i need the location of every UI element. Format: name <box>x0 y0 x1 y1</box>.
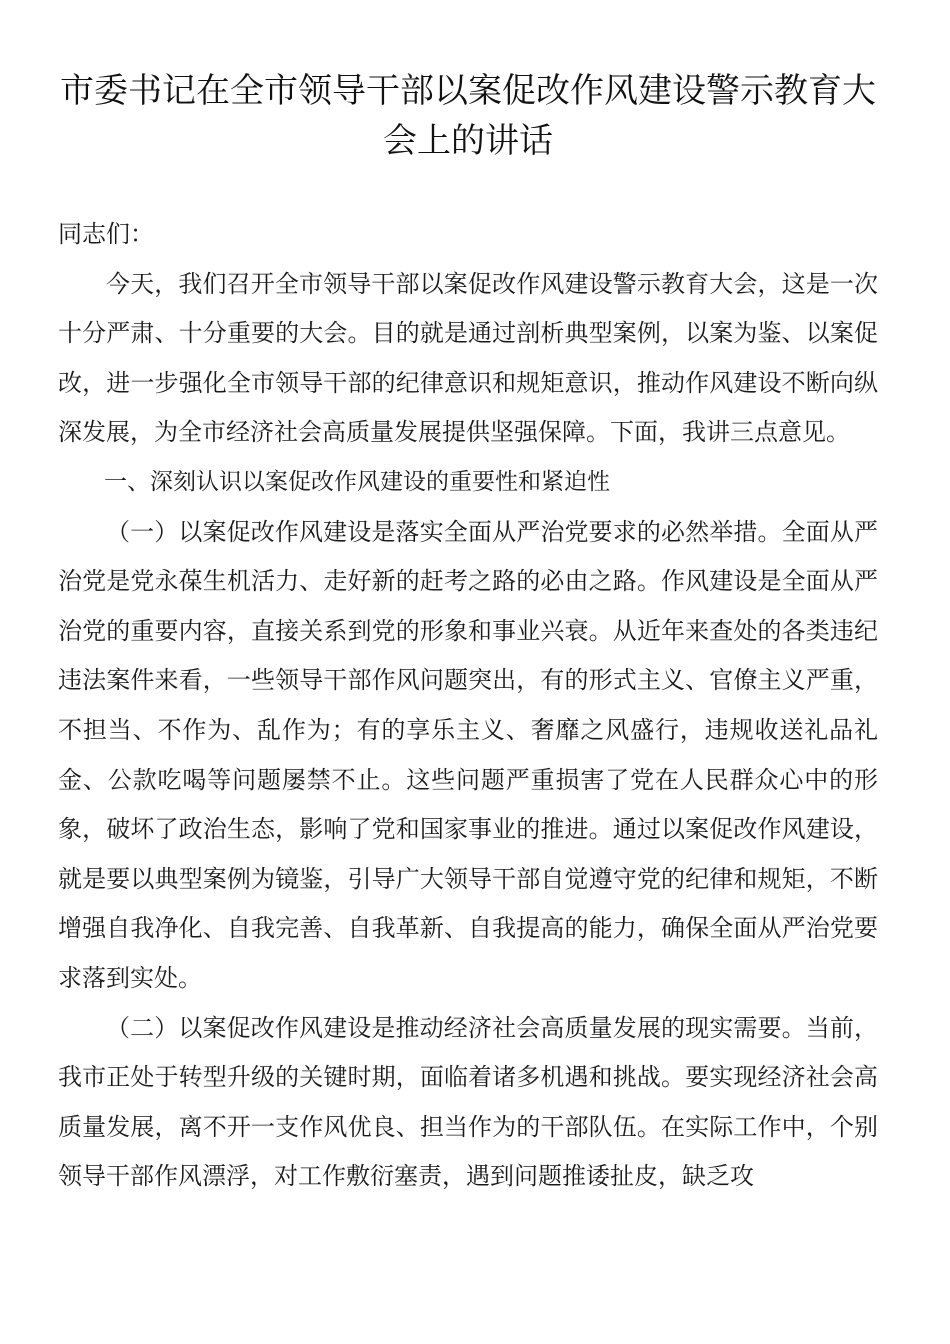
greeting: 同志们： <box>58 220 154 248</box>
paragraph-subsection-1: （一）以案促改作风建设是落实全面从严治党要求的必然举措。全面从严治党是党永葆生机活力、走好新的赶考之路的必由之路。作风建设是全面从严治党的重要内容，直接关系到党的形象和事业兴衰。从近年来查处的各类违纪违法案件来看，一些领导干部作风问题突出，有的形式主义、官僚主义严重，不担当、不作为、乱作为；有的享乐主义、奢靡之风盛行，违规收送礼品礼金、公款吃喝等问题屡禁不止。这些问题严重损害了党在人民群众心中的形象，破坏了政治生态，影响了党和国家事业的推进。通过以案促改作风建设，就是要以典型案例为镜鉴，引导广大领导干部自觉遵守党的纪律和规矩，不断增强自我净化、自我完善、自我革新、自我提高的能力，确保全面从严治党要求落到实处。 <box>58 517 878 992</box>
document-page <box>58 0 878 1344</box>
section-heading-1: 一、深刻认识以案促改作风建设的重要性和紧迫性 <box>104 468 610 495</box>
document-body <box>58 210 878 1202</box>
paragraph-intro: 今天，我们召开全市领导干部以案促改作风建设警示教育大会，这是一次十分严肃、十分重要的大会。目的就是通过剖析典型案例，以案为鉴、以案促改，进一步强化全市领导干部的纪律意识和规矩意识，推动作风建设不断向纵深发展，为全市经济社会高质量发展提供坚强保障。下面，我讲三点意见。 <box>58 269 878 447</box>
paragraph-subsection-2: （二）以案促改作风建设是推动经济社会高质量发展的现实需要。当前，我市正处于转型升级的关键时期，面临着诸多机遇和挑战。要实现经济社会高质量发展，离不开一支作风优良、担当作为的干部队伍。在实际工作中，个别领导干部作风漂浮，对工作敷衍塞责，遇到问题推诿扯皮，缺乏攻 <box>58 1013 878 1191</box>
document-title: 市委书记在全市领导干部以案促改作风建设警示教育大会上的讲话 <box>60 71 876 161</box>
